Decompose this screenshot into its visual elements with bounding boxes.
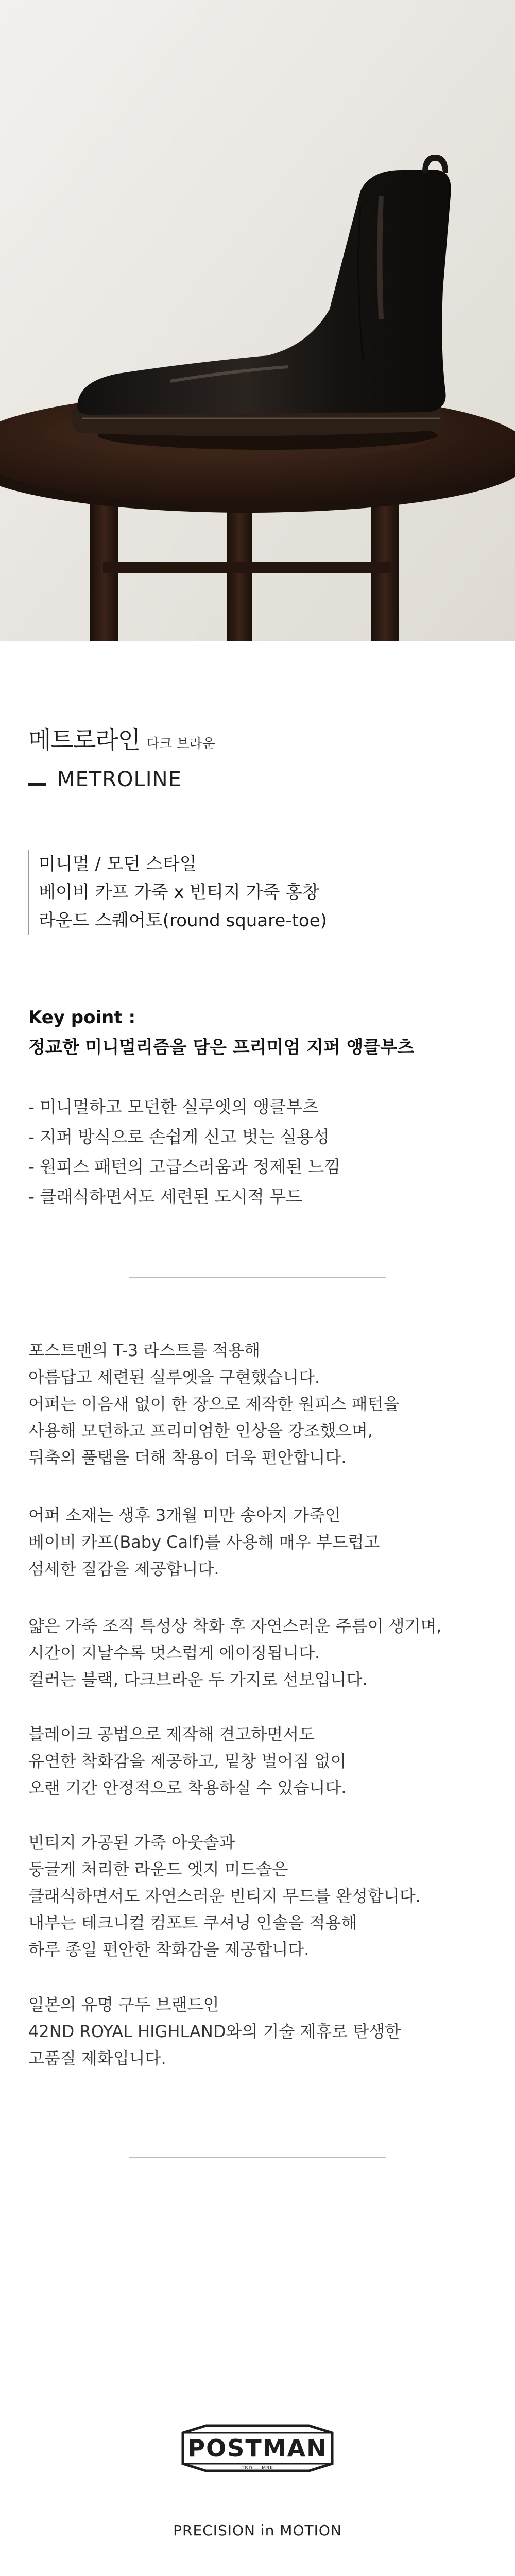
feature-item: 라운드 스퀘어토(round square-toe)	[39, 910, 327, 931]
paragraph-line: 하루 종일 편안한 착화감을 제공합니다.	[28, 1940, 310, 1959]
paragraph-line: 고품질 제화입니다.	[28, 2048, 166, 2068]
logo-text: POSTMAN	[187, 2434, 328, 2462]
paragraph-line: 컬러는 블랙, 다크브라운 두 가지로 선보입니다.	[28, 1670, 368, 1689]
key-point-desc: 정교한 미니멀리즘을 담은 프리미엄 지퍼 앵클부츠	[28, 1037, 414, 1058]
postman-logo-mark	[178, 2421, 337, 2478]
feature-item: 미니멀 / 모던 스타일	[39, 854, 197, 874]
description-paragraph	[28, 1721, 346, 1801]
key-point-item: - 원피스 패턴의 고급스러움과 정제된 느낌	[28, 1157, 341, 1177]
postman-logo	[178, 2421, 337, 2478]
logo-subtext: TRD — MRK	[241, 2466, 274, 2471]
paragraph-line: 블레이크 공법으로 제작해 견고하면서도	[28, 1724, 315, 1744]
title-dash-decoration	[28, 783, 46, 786]
description-paragraph	[28, 1829, 421, 1963]
paragraph-line: 사용해 모던하고 프리미엄한 인상을 강조했으며,	[28, 1421, 373, 1440]
description-paragraph	[28, 1337, 399, 1471]
key-point-list	[28, 1092, 340, 1212]
paragraph-line: 어퍼는 이음새 없이 한 장으로 제작한 원피스 패턴을	[28, 1394, 400, 1414]
key-point-item: - 클래식하면서도 세련된 도시적 무드	[28, 1187, 303, 1207]
paragraph-line: 어퍼 소재는 생후 3개월 미만 송아지 가죽인	[28, 1505, 341, 1525]
key-point-item: - 미니멀하고 모던한 실루엣의 앵클부츠	[28, 1097, 319, 1117]
paragraph-line: 일본의 유명 구두 브랜드인	[28, 1995, 219, 2014]
product-name-ko: 메트로라인	[28, 726, 141, 754]
paragraph-line: 뒤축의 풀탭을 더해 착용이 더욱 편안합니다.	[28, 1448, 347, 1467]
brand-tagline: PRECISION in MOTION	[173, 2522, 342, 2539]
boot-on-stool-image	[0, 0, 515, 641]
paragraph-line: 시간이 지날수록 멋스럽게 에이징됩니다.	[28, 1643, 320, 1663]
paragraph-line: 유연한 착화감을 제공하고, 밑창 벌어짐 없이	[28, 1751, 347, 1771]
feature-item: 베이비 카프 가죽 x 빈티지 가죽 홍창	[39, 882, 319, 903]
paragraph-line: 오랜 기간 안정적으로 착용하실 수 있습니다.	[28, 1778, 347, 1798]
paragraph-line: 빈티지 가공된 가죽 아웃솔과	[28, 1833, 235, 1852]
feature-list	[28, 850, 327, 935]
paragraph-line: 포스트맨의 T-3 라스트를 적용해	[28, 1341, 260, 1360]
key-point-item: - 지퍼 방식으로 손쉽게 신고 벗는 실용성	[28, 1127, 330, 1147]
paragraph-line: 섬세한 질감을 제공합니다.	[28, 1559, 219, 1579]
product-title-row	[28, 721, 215, 755]
section-divider	[129, 2157, 386, 2158]
section-divider	[129, 1277, 386, 1278]
product-color: 다크 브라운	[146, 736, 216, 752]
paragraph-line: 내부는 테크니컬 컴포트 쿠셔닝 인솔을 적용해	[28, 1913, 357, 1933]
key-point-title: Key point :	[28, 1007, 136, 1028]
paragraph-line: 둥글게 처리한 라운드 엣지 미드솔은	[28, 1859, 288, 1879]
paragraph-line: 42ND ROYAL HIGHLAND와의 기술 제휴로 탄생한	[28, 2022, 401, 2041]
paragraph-line: 아름답고 세련된 실루엣을 구현했습니다.	[28, 1367, 320, 1387]
paragraph-line: 얇은 가죽 조직 특성상 착화 후 자연스러운 주름이 생기며,	[28, 1616, 442, 1636]
product-name-en: METROLINE	[57, 768, 182, 791]
hero-photo	[0, 0, 515, 641]
paragraph-line: 클래식하면서도 자연스러운 빈티지 무드를 완성합니다.	[28, 1886, 421, 1906]
description-paragraph	[28, 1991, 401, 2072]
product-name-en-row	[28, 768, 182, 791]
description-paragraph	[28, 1502, 380, 1582]
paragraph-line: 베이비 카프(Baby Calf)를 사용해 매우 부드럽고	[28, 1532, 380, 1552]
description-paragraph	[28, 1613, 442, 1693]
